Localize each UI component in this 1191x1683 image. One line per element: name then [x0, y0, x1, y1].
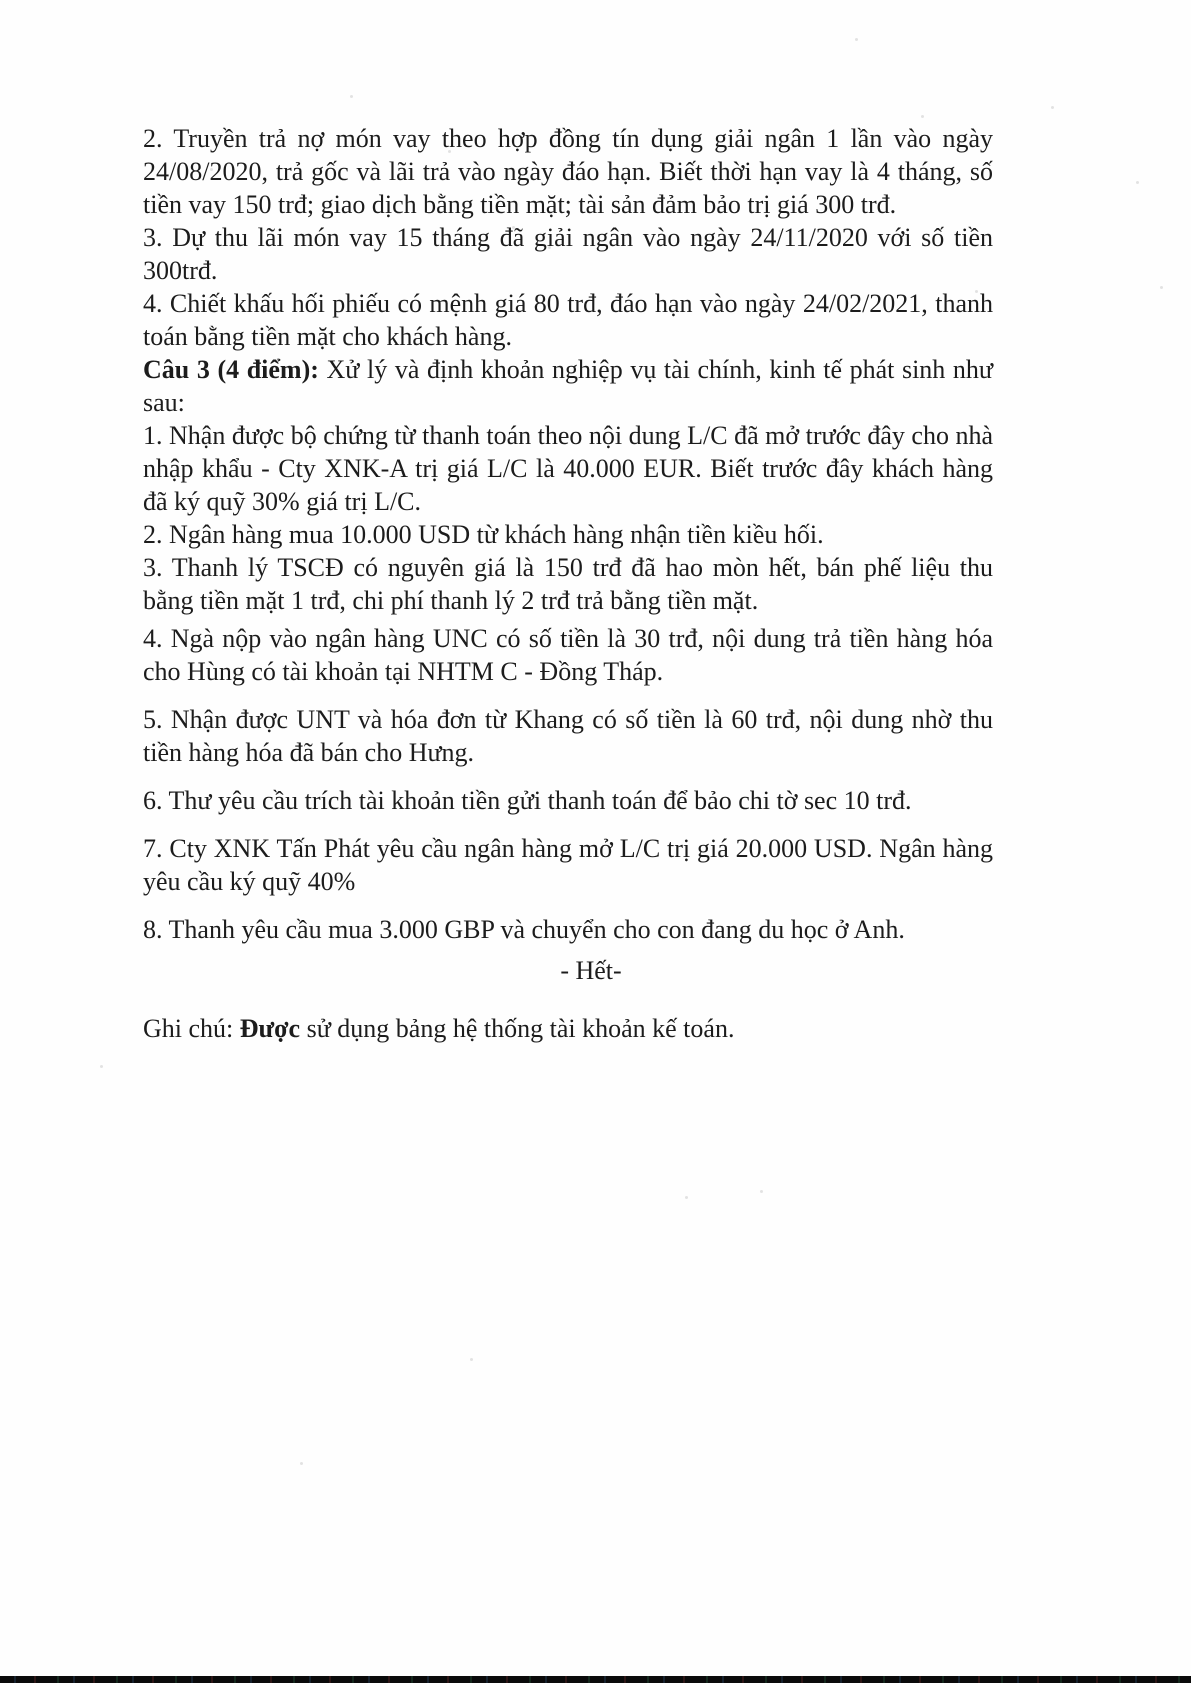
page-text-block	[143, 122, 993, 1045]
question3-item-5: 5. Nhận được UNT và hóa đơn từ Khang có số tiền là 60 trđ, nội dung nhờ thu tiền hàng hóa đã bán cho Hưng.	[143, 705, 993, 767]
footnote-rest: sử dụng bảng hệ thống tài khoản kế toán.	[300, 1014, 735, 1043]
question3-item-7: 7. Cty XNK Tấn Phát yêu cầu ngân hàng mở L/C trị giá 20.000 USD. Ngân hàng yêu cầu ký quỹ 40%	[143, 834, 993, 896]
end-marker: - Hết-	[560, 956, 622, 985]
question3-item-2: 2. Ngân hàng mua 10.000 USD từ khách hàng nhận tiền kiều hối.	[143, 520, 824, 549]
context-item-4: 4. Chiết khấu hối phiếu có mệnh giá 80 trđ, đáo hạn vào ngày 24/02/2021, thanh toán bằng tiền mặt cho khách hàng.	[143, 289, 993, 351]
question3-item-3: 3. Thanh lý TSCĐ có nguyên giá là 150 trđ đã hao mòn hết, bán phế liệu thu bằng tiền mặt 1 trđ, chi phí thanh lý 2 trđ trả bằng tiền mặt.	[143, 553, 993, 615]
question3-item-6: 6. Thư yêu cầu trích tài khoản tiền gửi thanh toán để bảo chi tờ sec 10 trđ.	[143, 786, 912, 815]
question3-item-8: 8. Thanh yêu cầu mua 3.000 GBP và chuyển cho con đang du học ở Anh.	[143, 915, 905, 944]
footnote-bold-word: Được	[239, 1014, 301, 1043]
footnote	[143, 1012, 993, 1045]
question3-label: Câu 3 (4 điểm):	[143, 355, 319, 384]
scan-edge-bar	[0, 1676, 1191, 1683]
question3-item-4: 4. Ngà nộp vào ngân hàng UNC có số tiền là 30 trđ, nội dung trả tiền hàng hóa cho Hùng có tài khoản tại NHTM C - Đồng Tháp.	[143, 624, 993, 686]
question3-item-1: 1. Nhận được bộ chứng từ thanh toán theo nội dung L/C đã mở trước đây cho nhà nhập khẩu - Cty XNK-A trị giá L/C là 40.000 EUR. Biết trước đây khách hàng đã ký quỹ 30% giá trị L/C.	[143, 421, 994, 516]
question3-heading	[143, 353, 993, 419]
context-item-3: 3. Dự thu lãi món vay 15 tháng đã giải ngân vào ngày 24/11/2020 với số tiền 300trđ.	[143, 223, 993, 285]
context-item-2: 2. Truyền trả nợ món vay theo hợp đồng tín dụng giải ngân 1 lần vào ngày 24/08/2020, trả gốc và lãi trả vào ngày đáo hạn. Biết thời hạn vay là 4 tháng, số tiền vay 150 trđ; giao dịch bằng tiền mặt; tài sản đảm bảo trị giá 300 trđ.	[143, 124, 993, 219]
question3-prompt: Xử lý và định khoản nghiệp vụ tài chính, kinh tế phát sinh như sau:	[143, 355, 993, 417]
footnote-prefix: Ghi chú:	[143, 1014, 240, 1043]
